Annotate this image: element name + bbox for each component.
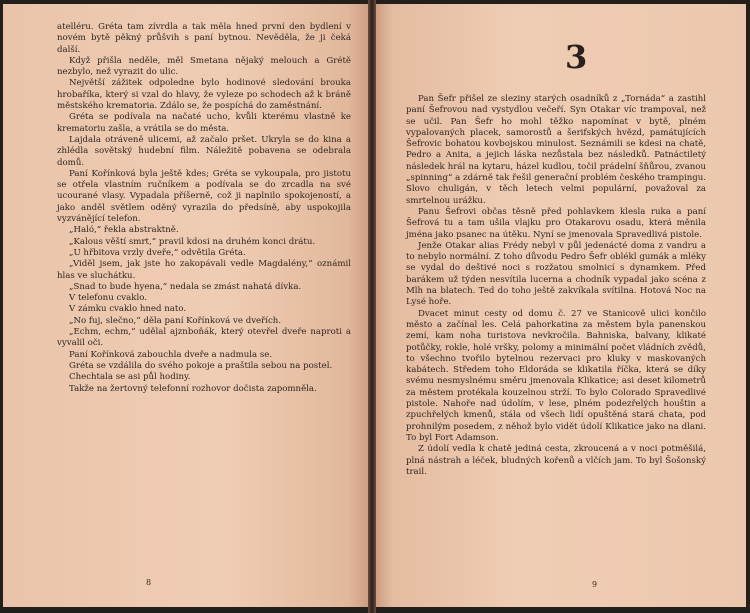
right-page-number: 9 — [592, 580, 598, 589]
paragraph: V telefonu cvaklo. — [69, 293, 147, 304]
paragraph: „Kalous věští smrt,“ pravil kdosi na druhém konci drátu. — [69, 236, 316, 247]
paragraph: Panu Šefrovi občas těsně před pohlavkem klesla ruka a paní Šefrová tu a tam ušila vlajku pro Otakarovu osadu, která měnila jména jako psanec na útěku. Nyní se jmenovala Spravedlivá pistole. — [406, 206, 706, 240]
paragraph: Pan Šefr přišel ze sleziny starých osadníků z „Tornáda“ a zastihl paní Šefrovou nad vystydlou večeří. Syn Otakar víc trampoval, než se učil. Pan Šefr ho mohl těžko napomínat v bytě, plném vypalovaných placek, samorostů a šerifských hvězd, památujících Šefrovic bohatou kovbojskou minulost. Seznámili se kdesi na chatě, Pedro a Anita, a jejich láska nezůstala bez následků. Patnáctiletý následek hrál na kytaru, házel kudlou, točil prádelní šňůrou, zvanou „spinning“ a zdárně tak řešil generační problém českého trampingu. Slovo chuligán, v těch letech velmi populární, považoval za smrtelnou urážku. — [406, 94, 706, 206]
paragraph: V zámku cvaklo hned nato. — [69, 304, 187, 315]
paragraph: „No fuj, slečno,“ děla paní Kořínková ve dveřích. — [69, 315, 282, 326]
paragraph: Když přišla neděle, měl Smetana nějaký melouch a Grétě nezbylo, než vyrazit do ulic. — [57, 55, 351, 78]
right-page — [374, 4, 746, 607]
paragraph: Dvacet minut cesty od domu č. 27 ve Stanicově ulici končilo město a začínal les. Celá pahorkatina za městem byla panenskou zemí, kam noha turistova nevkročila. Bahniska, balvany, klikaté potůčky, rokle, holé vršky, polomy a minimální počet vládních zvědů, to všechno tvořilo bytelnou rezervaci pro kluky v maskovaných kabátech. Středem toho Eldoráda se klikatila říčka, která se díky svému nesmyslnému směru jmenovala Klikatice; asi deset kilometrů za městem protékala kouzelnou strží. To bylo Colorado Spravedlivé pistole. Nahoře nad údolím, v lese, plném podezřelých houštin a zpuchřelých kmenů, stála od všech lidí opuštěná stará chata, pod prohnilým posedem, z něhož bylo vidět údolí Klikatice jako na dlani. To byl Fort Adamson. — [406, 308, 706, 443]
paragraph: Chechtala se asi půl hodiny. — [69, 372, 191, 383]
paragraph: Jenže Otakar alias Frédy nebyl v půl jedenácté doma z vandru a to nebylo normální. Z toho důvodu Pedro Šefr oblékl gumák a mléky se vydal do deštivé noci s rozžatou smolnicí s dynamkem. Před barákem už týden nesvítila lucerna a chodník vypadal jako scéna z Mlh na blatech. Ted do toho ještě zakvíkala svítilna. Hotová Noc na Lysé hoře. — [406, 240, 706, 308]
right-page-text — [406, 94, 706, 478]
left-page-text — [57, 22, 351, 395]
paragraph: „Haló,“ řekla abstraktně. — [69, 225, 179, 236]
paragraph: Z údolí vedla k chatě jediná cesta, zkroucená a v noci potměšilá, plná nástrah a léček, bludných kořenů a vlčích jam. To byl Šošonský trail. — [406, 444, 706, 477]
paragraph: Největší zážitek odpoledne bylo hodinové sledování brouka hrobaříka, který si vzal do hlavy, že vyleze po schodech až k bráně městského krematoria. Zdálo se, že pospíchá do zaměstnání. — [57, 78, 351, 112]
paragraph: „Snad to bude hyena,“ nedala se zmást nahatá dívka. — [69, 281, 302, 292]
paragraph: Gréta se vzdálila do svého pokoje a praštila sebou na postel. — [69, 360, 333, 371]
paragraph: „Echm, echm,“ udělal ajznboňák, který otevřel dveře naproti a vyvalil oči. — [57, 327, 351, 349]
paragraph: Paní Kořínková zabouchla dveře a nadmula se. — [69, 349, 273, 360]
chapter-number: 3 — [565, 38, 588, 76]
book-gutter — [368, 0, 376, 613]
paragraph: atelléru. Gréta tam zívrdla a tak měla hned první den bydlení v novém bytě pěkný průšvih s paní bytnou. Nevěděla, že ji čeká další. — [57, 22, 351, 55]
paragraph: „U hřbitova vrzly dveře,“ odvětila Gréta. — [69, 247, 246, 258]
paragraph: Takže na žertovný telefonní rozhovor dočista zapomněla. — [69, 383, 317, 394]
paragraph: „Viděl jsem, jak jste ho zakopávali vedle Magdalény,“ oznámil hlas ve sluchátku. — [57, 259, 351, 281]
left-page — [3, 4, 370, 607]
paragraph: Paní Kořínková byla ještě kdes; Gréta se vykoupala, pro jistotu se otřela vlastním ručníkem a podívala se do zrcadla na své ucourané vlasy. Vypadala příšerně, což ji naplnilo spokojeností, a jako anděl světlem oděný vyrazila do předsíně, aby uspokojila vyzvánějící telefon. — [57, 168, 351, 225]
paragraph: Gréta se podívala na načaté ucho, kvůli kterému vlastně ke krematoriu zašla, a vrátila se do města. — [57, 112, 351, 134]
left-page-number: 8 — [146, 578, 152, 587]
paragraph: Lajdala otráveně ulicemi, až začalo pršet. Ukryla se do kina a zhlédla sovětský hudební film. Náležitě pobavena se odebrala domů. — [57, 134, 351, 168]
